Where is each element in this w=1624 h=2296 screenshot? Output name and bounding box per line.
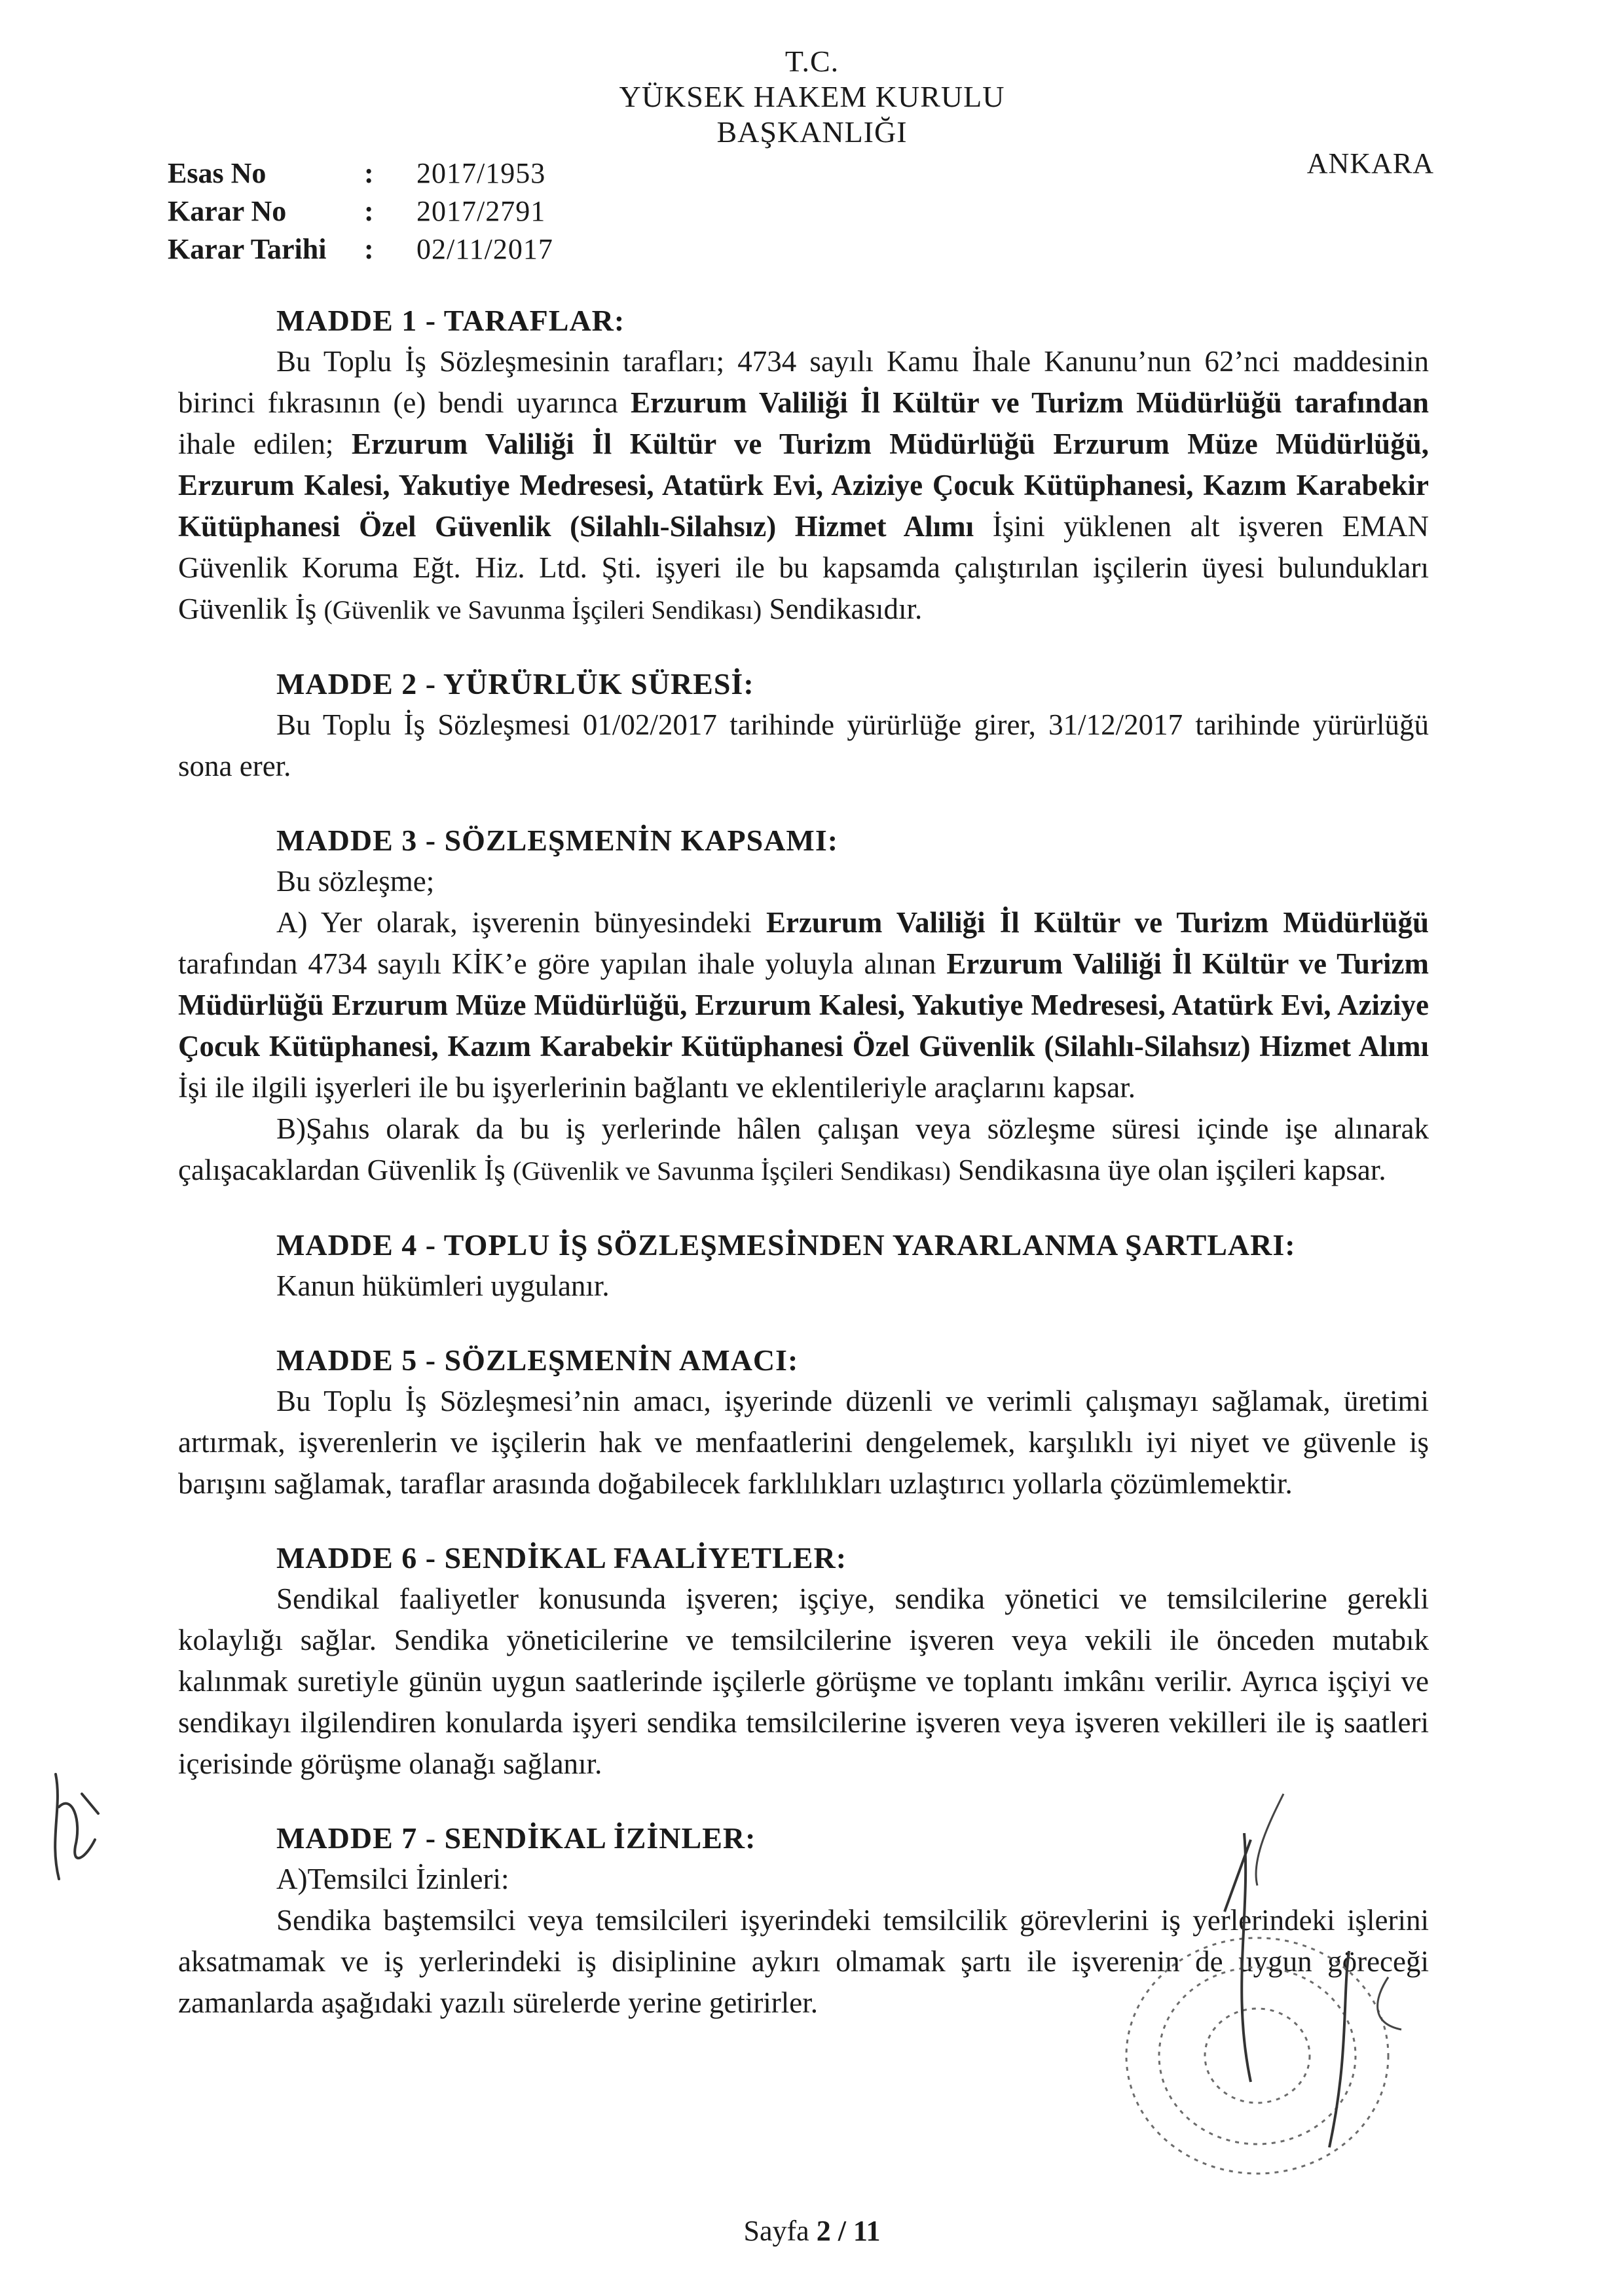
article-paragraph: Sendika baştemsilci veya temsilcileri işyerindeki temsilcilik görevlerini iş yerlerindeki işlerini aksatmamak ve iş yerlerindeki iş disiplinine aykırı olmamak şartı ile işverenin de uygun göreceği zamanlarda aşağıdaki yazılı sürelerde yerine getirirler. (178, 1904, 1429, 2019)
text-run: A) Yer olarak, işverenin bünyesindeki (276, 906, 766, 939)
bold-run: Erzurum Valiliği İl Kültür ve Turizm Müdürlüğü tarafından (630, 386, 1429, 419)
article-paragraph: Sendikal faaliyetler konusunda işveren; işçiye, sendika yönetici ve temsilcilerine gerekli kolaylığı sağlar. Sendika yöneticilerine ve temsilcilerine işveren veya vekili ile önceden mutabık kalınmak suretiyle günün uygun saatlerinde işçilerle görüşme ve toplantı imkânı verilir. Ayrıca işçiyi ve sendikayı ilgilendiren konularda işyeri sendika temsilcilerine işveren veya işveren vekilleri ile iş saatleri içerisinde görüşme olanağı sağlanır. (178, 1582, 1429, 1780)
text-run: tarafından 4734 sayılı KİK’e göre yapılan ihale yoluyla alınan (178, 947, 947, 980)
article-heading: MADDE 5 - SÖZLEŞMENİN AMACI: (276, 1343, 799, 1377)
article-5 (178, 1339, 1429, 1504)
meta-label: Esas No (168, 157, 267, 189)
page-number: 2 / 11 (816, 2215, 881, 2247)
article-heading: MADDE 6 - SENDİKAL FAALİYETLER: (276, 1541, 847, 1575)
initials-signature-icon (36, 1768, 108, 1886)
article-heading: MADDE 3 - SÖZLEŞMENİN KAPSAMI: (276, 824, 839, 857)
article-1 (178, 300, 1429, 630)
case-meta (168, 155, 553, 268)
meta-colon: : (364, 157, 374, 189)
text-run: İşi ile ilgili işyerleri ile bu işyerlerinin bağlantı ve eklentileriyle araçlarını kapsar. (178, 1071, 1135, 1104)
article-3 (178, 820, 1429, 1192)
article-paragraph: Kanun hükümleri uygulanır. (276, 1269, 610, 1302)
small-run: (Güvenlik ve Savunma İşçileri Sendikası) (323, 595, 762, 625)
text-run: Sendikasına üye olan işçileri kapsar. (950, 1154, 1386, 1186)
article-2 (178, 663, 1429, 787)
article-paragraph (178, 341, 1429, 630)
page-footer (0, 2214, 1624, 2248)
official-stamp-icon (1035, 1781, 1493, 2278)
text-run: ihale edilen; (178, 428, 352, 460)
meta-colon: : (364, 195, 374, 227)
article-heading: MADDE 7 - SENDİKAL İZİNLER: (276, 1821, 756, 1855)
page-number-prefix: Sayfa (743, 2215, 817, 2247)
article-heading: MADDE 2 - YÜRÜRLÜK SÜRESİ: (276, 667, 754, 701)
text-run: Bu Toplu İş Sözleşmesinin tarafları; 4734 sayılı Kamu İhale Kanunu’nun 62’nci maddesinin birinci fıkrasının (e) bendi uyarınca (178, 345, 1429, 419)
article-4 (178, 1224, 1429, 1307)
meta-value: 02/11/2017 (416, 233, 553, 265)
small-run: (Güvenlik ve Savunma İşçileri Sendikası) (513, 1156, 951, 1186)
article-paragraph: Bu Toplu İş Sözleşmesi’nin amacı, işyerinde düzenli ve verimli çalışmayı sağlamak, üretimi artırmak, işverenlerin ve işçilerin hak ve menfaatlerini dengelemek, karşılıklı iyi niyet ve güvenle iş barışını sağlamak, taraflar arasında doğabilecek farklılıkları uzlaştırıcı yollarla çözümlemektir. (178, 1385, 1429, 1500)
bold-run: Erzurum Valiliği İl Kültür ve Turizm Müdürlüğü Erzurum Müze Müdürlüğü, Erzurum Kalesi, Yakutiye Medresesi, Atatürk Evi, Aziziye Çocuk Kütüphanesi, Kazım Karabekir Kütüphanesi Özel Güvenlik (Silahlı-Silahsız) Hizmet Alımı (178, 947, 1429, 1063)
article-paragraph: Bu Toplu İş Sözleşmesi 01/02/2017 tarihinde yürürlüğe girer, 31/12/2017 tarihinde yürürlüğü sona erer. (178, 708, 1429, 782)
bold-run: Erzurum Valiliği İl Kültür ve Turizm Müdürlüğü (766, 906, 1429, 939)
article-6 (178, 1537, 1429, 1785)
bold-run: Erzurum Valiliği İl Kültür ve Turizm Müdürlüğü Erzurum Müze Müdürlüğü, Erzurum Kalesi, Yakutiye Medresesi, Atatürk Evi, Aziziye Çocuk Kütüphanesi, Kazım Karabekir Kütüphanesi Özel Güvenlik (Silahlı-Silahsız) Hizmet Alımı (178, 428, 1429, 543)
header-line-presidency: BAŞKANLIĞI (716, 115, 908, 149)
meta-row-esas (168, 155, 553, 192)
meta-row-karar (168, 192, 553, 230)
meta-value: 2017/2791 (416, 195, 546, 227)
meta-label: Karar Tarihi (168, 233, 327, 265)
text-run: B)Şahıs olarak da bu iş yerlerinde hâlen çalışan veya sözleşme süresi içinde işe alınarak çalışacaklardan Güvenlik İş (178, 1112, 1429, 1186)
header-city: ANKARA (1306, 147, 1434, 179)
article-heading: MADDE 1 - TARAFLAR: (276, 304, 625, 337)
article-intro: Bu sözleşme; (276, 865, 435, 898)
article-paragraph-a (178, 902, 1429, 1108)
meta-value: 2017/1953 (416, 157, 546, 189)
text-run: Sendikasıdır. (762, 592, 923, 625)
article-heading: MADDE 4 - TOPLU İŞ SÖZLEŞMESİNDEN YARARLANMA ŞARTLARI: (276, 1228, 1296, 1262)
header-line-institution: YÜKSEK HAKEM KURULU (619, 80, 1005, 113)
article-subheading: A)Temsilci İzinleri: (276, 1863, 509, 1895)
header-line-tc: T.C. (784, 45, 840, 78)
meta-row-tarih (168, 230, 553, 268)
meta-colon: : (364, 233, 374, 265)
meta-label: Karar No (168, 195, 287, 227)
article-paragraph-b (178, 1108, 1429, 1192)
text-run: İşini yüklenen alt işveren EMAN Güvenlik Koruma Eğt. Hiz. Ltd. Şti. işyeri ile bu kapsamda çalıştırılan işçilerin üyesi bulundukları Güvenlik İş (178, 510, 1429, 625)
